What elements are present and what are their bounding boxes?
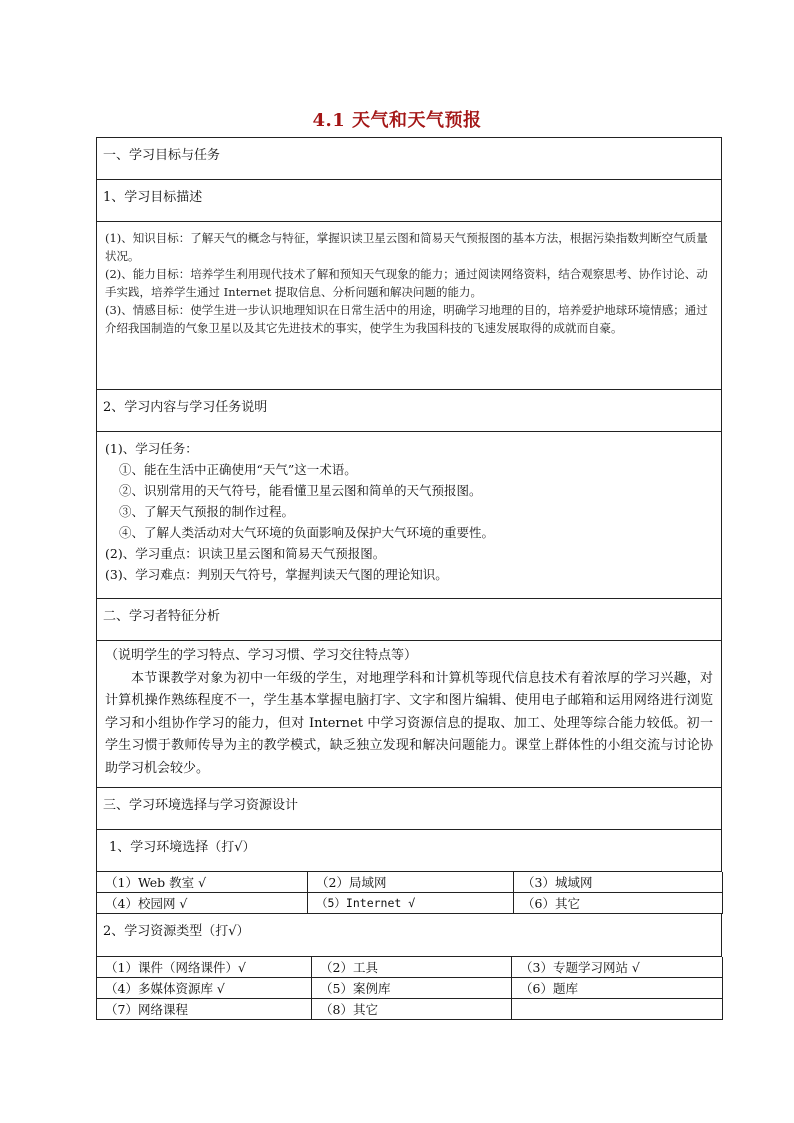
task-item: ①、能在生活中正确使用“天气”这一术语。 xyxy=(119,462,357,477)
resource-option xyxy=(512,999,723,1020)
resource-option: （5）案例库 xyxy=(312,978,512,999)
section3-heading: 三、学习环境选择与学习资源设计 xyxy=(103,798,299,813)
env-label-row xyxy=(96,830,722,872)
env-option: （3）城域网 xyxy=(514,872,723,893)
res-label: 2、学习资源类型（打√） xyxy=(103,924,250,939)
resource-option: （4）多媒体资源库 √ xyxy=(97,978,312,999)
goals-label: 1、学习目标描述 xyxy=(103,190,203,205)
key-point: (2)、学习重点：识读卫星云图和简易天气预报图。 xyxy=(105,546,386,561)
env-option: （2）局域网 xyxy=(308,872,514,893)
goals-label-row xyxy=(96,180,722,222)
task-item: ②、识别常用的天气符号，能看懂卫星云图和简单的天气预报图。 xyxy=(119,483,482,498)
env-table xyxy=(96,872,723,914)
lesson-plan-table xyxy=(96,137,722,1020)
table-row xyxy=(97,957,723,978)
section1-heading: 一、学习目标与任务 xyxy=(103,148,221,163)
learner-note: （说明学生的学习特点、学习习惯、学习交往特点等） xyxy=(105,648,418,663)
env-option: （4）校园网 √ xyxy=(97,893,308,914)
learner-analysis: 本节课教学对象为初中一年级的学生，对地理学科和计算机等现代信息技术有着浓厚的学习兴趣，对计算机操作熟练程度不一，学生基本掌握电脑打字、文字和图片编辑、使用电子邮箱和运用网络进行浏览学习和小组协作学习的能力，但对 Internet 中学习资源信息的提取、加工、处理等综合能力较低。初一学生习惯于教师传导为主的教学模式，缺乏独立发现和解决问题能力。课堂上群体性的小组交流与讨论协助学习机会较少。 xyxy=(105,670,713,776)
section2-heading: 二、学习者特征分析 xyxy=(103,609,221,624)
env-option: （5）Internet √ xyxy=(308,893,514,914)
section3-heading-row xyxy=(96,788,722,830)
resource-option: （3）专题学习网站 √ xyxy=(512,957,723,978)
section2-heading-row xyxy=(96,599,722,641)
env-label: 1、学习环境选择（打√） xyxy=(109,840,256,855)
table-row xyxy=(97,999,723,1020)
goals-cell xyxy=(96,222,722,390)
table-row xyxy=(97,978,723,999)
tasks-label: (1)、学习任务： xyxy=(105,441,198,456)
env-option: （6）其它 xyxy=(514,893,723,914)
resource-option: （6）题库 xyxy=(512,978,723,999)
learner-cell xyxy=(96,641,722,788)
page-title: 4.1 天气和天气预报 xyxy=(312,110,482,131)
goal-emotion: (3)、情感目标：使学生进一步认识地理知识在日常生活中的用途，明确学习地理的目的，培养爱护地球环境情感；通过介绍我国制造的气象卫星以及其它先进技术的事实，使学生为我国科技的飞速发展取得的成就而自豪。 xyxy=(105,303,708,335)
resource-option: （1）课件（网络课件）√ xyxy=(97,957,312,978)
resource-option: （2）工具 xyxy=(312,957,512,978)
content-label: 2、学习内容与学习任务说明 xyxy=(103,400,268,415)
tasks-cell xyxy=(96,432,722,599)
table-row xyxy=(97,893,723,914)
env-option: （1）Web 教室 √ xyxy=(97,872,308,893)
resource-option: （7）网络课程 xyxy=(97,999,312,1020)
goal-ability: (2)、能力目标：培养学生利用现代技术了解和预知天气现象的能力；通过阅读网络资料，结合观察思考、协作讨论、动手实践，培养学生通过 Internet 提取信息、分析问题和解决问题的能力。 xyxy=(105,267,708,299)
difficulty: (3)、学习难点：判别天气符号，掌握判读天气图的理论知识。 xyxy=(105,567,448,582)
res-label-row xyxy=(96,914,722,957)
content-label-row xyxy=(96,390,722,432)
section1-heading-row xyxy=(96,137,722,180)
table-row xyxy=(97,872,723,893)
task-item: ③、了解天气预报的制作过程。 xyxy=(119,504,295,519)
resource-table xyxy=(96,957,723,1020)
resource-option: （8）其它 xyxy=(312,999,512,1020)
task-item: ④、了解人类活动对大气环境的负面影响及保护大气环境的重要性。 xyxy=(119,525,495,540)
goal-knowledge: (1)、知识目标：了解天气的概念与特征，掌握识读卫星云图和简易天气预报图的基本方法，根据污染指数判断空气质量状况。 xyxy=(105,231,708,263)
